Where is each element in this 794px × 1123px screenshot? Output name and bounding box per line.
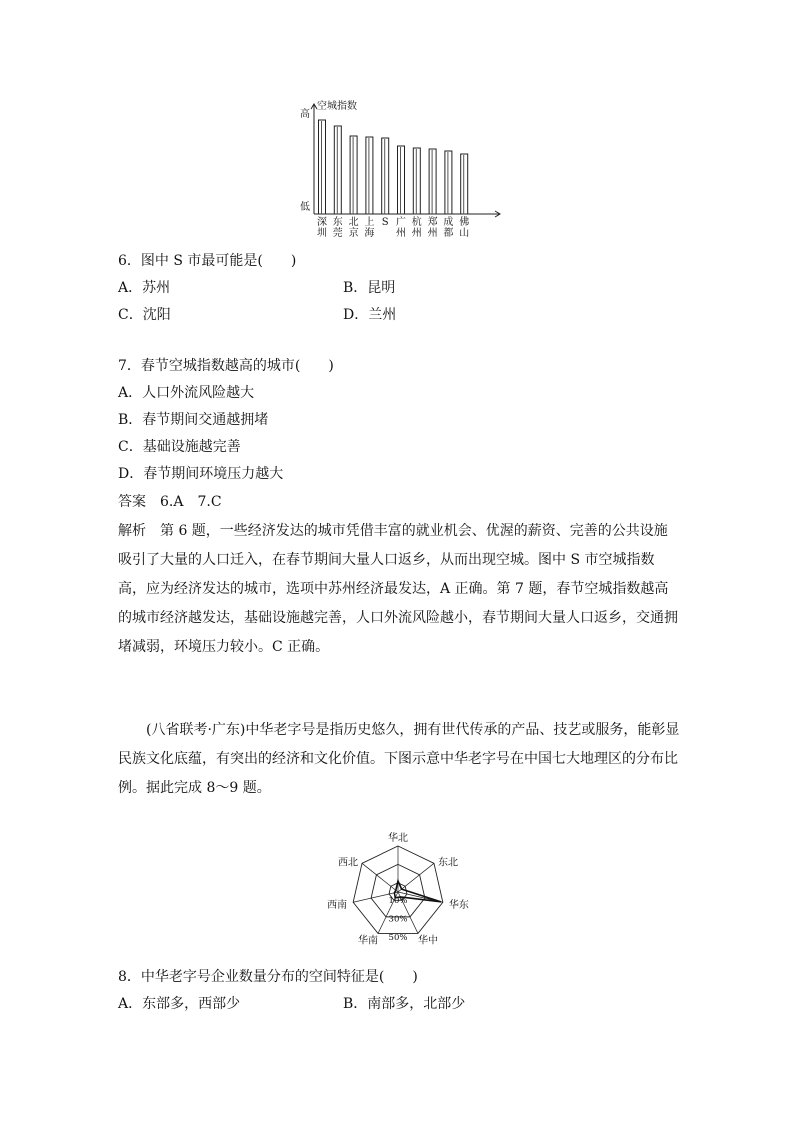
x-tick-label-line2: 都 — [443, 228, 454, 239]
q8-stem: 8．中华老字号企业数量分布的空间特征是( ) — [118, 969, 418, 985]
intro-text: (八省联考·广东)中华老字号是指历史悠久，拥有世代传承的产品、技艺或服务，能彰显民族文化底蕴，有突出的经济和文化价值。下图示意中华老字号在中国七大地理区的分布比例。据此完成 8～9 题。 — [118, 722, 680, 796]
x-tick-label-line1: 深 — [317, 217, 327, 228]
y-high-label: 高 — [300, 109, 310, 120]
q7-option-d: D．春节期间环境压力越大 — [118, 466, 284, 482]
radar-ring-label: 10% — [388, 896, 408, 907]
x-tick-label-line2: 州 — [396, 228, 406, 239]
intro-paragraph — [118, 716, 680, 803]
q6-option-b: B．昆明 — [343, 280, 396, 296]
x-tick-label-line1: 北 — [348, 217, 359, 228]
q6-option-d: D．兰州 — [343, 307, 397, 323]
x-tick-label-line1: 上 — [364, 217, 375, 228]
empty-city-index-bar-chart — [292, 92, 512, 242]
q6-option-c: C．沈阳 — [118, 307, 171, 323]
q6-stem: 6．图中 S 市最可能是( ) — [118, 253, 297, 269]
answer-line: 答案 6.A 7.C — [118, 494, 222, 510]
time-honored-brand-radar-chart — [310, 832, 490, 957]
bar — [382, 138, 389, 214]
radar-axis-label: 华东 — [448, 900, 469, 912]
radar-ring-label: 30% — [388, 914, 408, 925]
radar-ring-label: 50% — [388, 933, 408, 943]
x-tick-label-line1: 广 — [396, 217, 406, 228]
x-tick-label-line2: 海 — [364, 228, 375, 239]
radar-axis-label: 东北 — [437, 857, 458, 869]
q7-option-a: A．人口外流风险越大 — [118, 385, 255, 401]
bar — [461, 154, 468, 214]
y-low-label: 低 — [300, 202, 310, 213]
x-tick-label-line1: 东 — [332, 217, 343, 228]
radar-axis-label: 西北 — [338, 857, 359, 869]
x-tick-label-line2: 圳 — [317, 228, 327, 239]
radar-spoke — [362, 863, 398, 892]
radar-spoke — [398, 863, 434, 892]
q8-option-b: B．南部多，北部少 — [343, 996, 466, 1012]
chart-title: 空城指数 — [317, 101, 357, 112]
radar-axis-label: 西南 — [327, 900, 348, 912]
x-tick-label-line2: 州 — [427, 228, 438, 239]
analysis-text: 解析 第 6 题，一些经济发达的城市凭借丰富的就业机会、优渥的薪资、完善的公共设施吸引了大量的人口迁入，在春节期间大量人口返乡，从而出现空城。图中 S 市空城指数高，应为经济发达的城市，选项中苏州经济最发达，A 正确。第 7 题，春节空城指数越高的城市经济越发达，基础设施越完善，人口外流风险越小，春节期间大量人口返乡，交通拥堵减弱，环境压力较小。C 正确。 — [118, 523, 678, 655]
x-tick-label-line1: S — [381, 217, 389, 228]
q7-option-c: C．基础设施越完善 — [118, 439, 241, 455]
x-tick-label-line2: 莞 — [332, 228, 343, 239]
x-tick-label-line1: 杭 — [411, 217, 422, 228]
x-tick-label-line1: 佛 — [459, 217, 470, 228]
q7-stem: 7．春节空城指数越高的城市( ) — [118, 358, 334, 374]
radar-axis-label: 华北 — [388, 833, 408, 844]
x-tick-label-line2: 山 — [459, 228, 470, 239]
q6-option-a: A．苏州 — [118, 280, 171, 296]
x-tick-label-line1: 成 — [443, 217, 454, 228]
x-tick-label-line2: 京 — [348, 228, 359, 239]
q7-option-b: B．春节期间交通越拥堵 — [118, 412, 269, 428]
x-tick-label-line1: 郑 — [427, 217, 438, 228]
radar-axis-label: 华中 — [417, 935, 438, 947]
bar — [350, 136, 357, 214]
x-tick-label-line2: 州 — [411, 228, 422, 239]
q8-option-a: A．东部多，西部少 — [118, 996, 241, 1012]
analysis-paragraph — [118, 517, 680, 662]
radar-axis-label: 华南 — [358, 935, 379, 947]
